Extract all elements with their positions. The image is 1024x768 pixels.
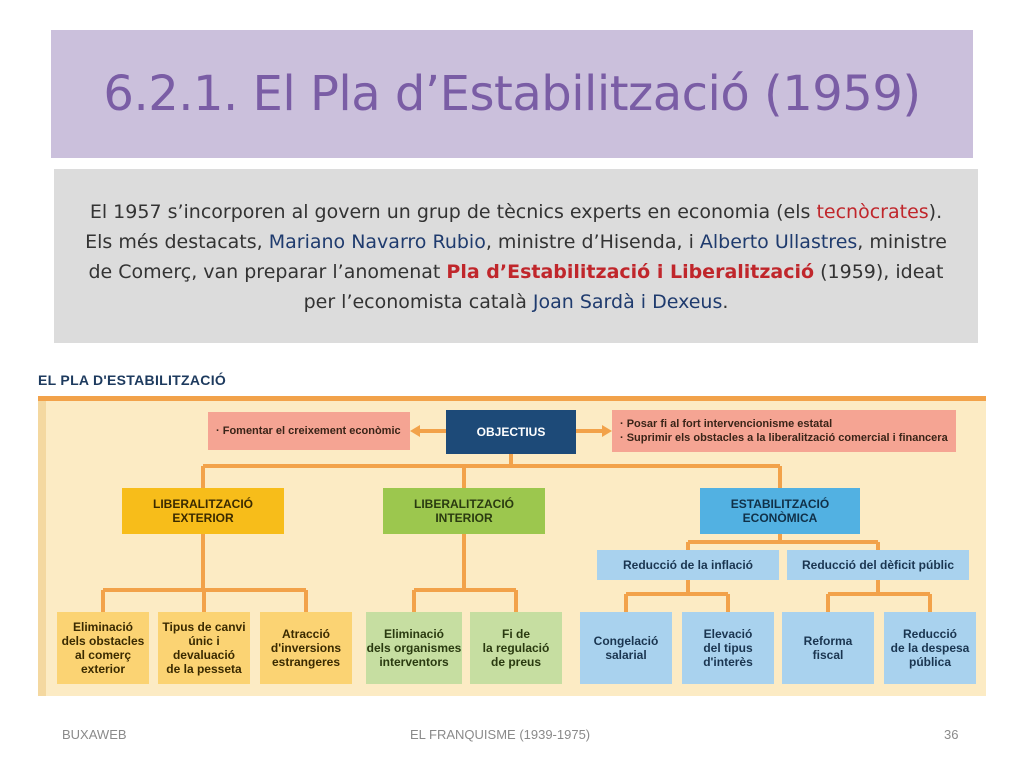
name-sarda-dexeus: Joan Sardà i Dexeus xyxy=(532,291,723,313)
term-tecnocrates: tecnòcrates xyxy=(816,201,929,223)
lib-exterior-label: LIBERALITZACIÓ EXTERIOR xyxy=(153,497,253,525)
leaf-elevacio-interes xyxy=(682,612,774,684)
goal-end-intervention-label: · Posar fi al fort intervencionisme estatal xyxy=(620,418,833,430)
leaf-eliminacio-organismes xyxy=(366,612,462,684)
slide-title: 6.2.1. El Pla d’Estabilització (1959) xyxy=(103,66,921,122)
intro-text-6: . xyxy=(722,291,729,313)
goal-liberalization-labels xyxy=(620,417,948,445)
leaf-label: Tipus de canvi únic i devaluació de la pesseta xyxy=(162,620,246,676)
leaf-label: Eliminació dels organismes interventors xyxy=(366,627,462,669)
goal-remove-obstacles-label: · Suprimir els obstacles a la liberalització comercial i financera xyxy=(620,432,948,444)
arrowhead-left xyxy=(410,425,420,437)
leaf-label: Elevació del tipus d'interès xyxy=(703,627,753,669)
leaf-fi-regulacio-preus xyxy=(470,612,562,684)
goal-growth-node xyxy=(208,412,410,450)
intro-text-3: , ministre d’Hisenda, i xyxy=(485,231,700,253)
leaf-label: Congelació salarial xyxy=(593,634,659,662)
reduccio-inflacio-label: Reducció de la inflació xyxy=(622,558,754,572)
reduccio-deficit-label: Reducció del dèficit públic xyxy=(801,558,955,572)
arrowhead-right xyxy=(602,425,612,437)
reduccio-deficit-node xyxy=(787,550,969,580)
reduccio-inflacio-node xyxy=(597,550,779,580)
intro-text-1: El 1957 s’incorporen al govern un grup de tècnics experts en economia (els xyxy=(89,201,817,223)
leaf-label: Reforma fiscal xyxy=(803,634,853,662)
leaf-label: Fi de la regulació de preus xyxy=(482,627,550,669)
name-ullastres: Alberto Ullastres xyxy=(699,231,858,253)
leaf-congelacio-salarial xyxy=(580,612,672,684)
intro-text-2: ). Els més destacats, xyxy=(85,201,943,253)
diagram-title: EL PLA D'ESTABILITZACIÓ xyxy=(38,372,227,388)
goal-growth-label: · Fomentar el creixement econòmic xyxy=(216,425,401,437)
leaf-label: Atracció d'inversions estrangeres xyxy=(270,627,342,669)
objectius-node xyxy=(446,410,576,454)
slide-number: 36 xyxy=(944,727,959,742)
leaf-reforma-fiscal xyxy=(782,612,874,684)
leaf-label: Reducció de la despesa pública xyxy=(890,627,970,669)
name-navarro-rubio: Mariano Navarro Rubio xyxy=(268,231,486,253)
estabilitzacio-node xyxy=(700,488,860,534)
lib-interior-label: LIBERALITZACIÓ INTERIOR xyxy=(414,497,514,525)
objectius-label: OBJECTIUS xyxy=(476,425,546,439)
footer-author: BUXAWEB xyxy=(62,727,127,742)
lib-exterior-node xyxy=(122,488,284,534)
term-pla-estabilitzacio: Pla d’Estabilització i Liberalització xyxy=(446,261,815,283)
intro-text-4: , ministre de Comerç, van preparar l’anomenat xyxy=(88,231,947,283)
leaf-label: Eliminació dels obstacles al comerç exterior xyxy=(61,620,145,676)
leaf-atraccio-inversions xyxy=(260,612,352,684)
leaf-reduccio-despesa xyxy=(884,612,976,684)
intro-text-5: (1959), ideat per l’economista català xyxy=(303,261,944,313)
lib-interior-node xyxy=(383,488,545,534)
leaf-tipus-canvi xyxy=(158,612,250,684)
footer-course-title: EL FRANQUISME (1939-1975) xyxy=(410,727,591,742)
goal-liberalization-node xyxy=(612,410,956,452)
estabilitzacio-label: ESTABILITZACIÓ ECONÒMICA xyxy=(730,497,830,525)
leaf-eliminacio-obstacles xyxy=(57,612,149,684)
